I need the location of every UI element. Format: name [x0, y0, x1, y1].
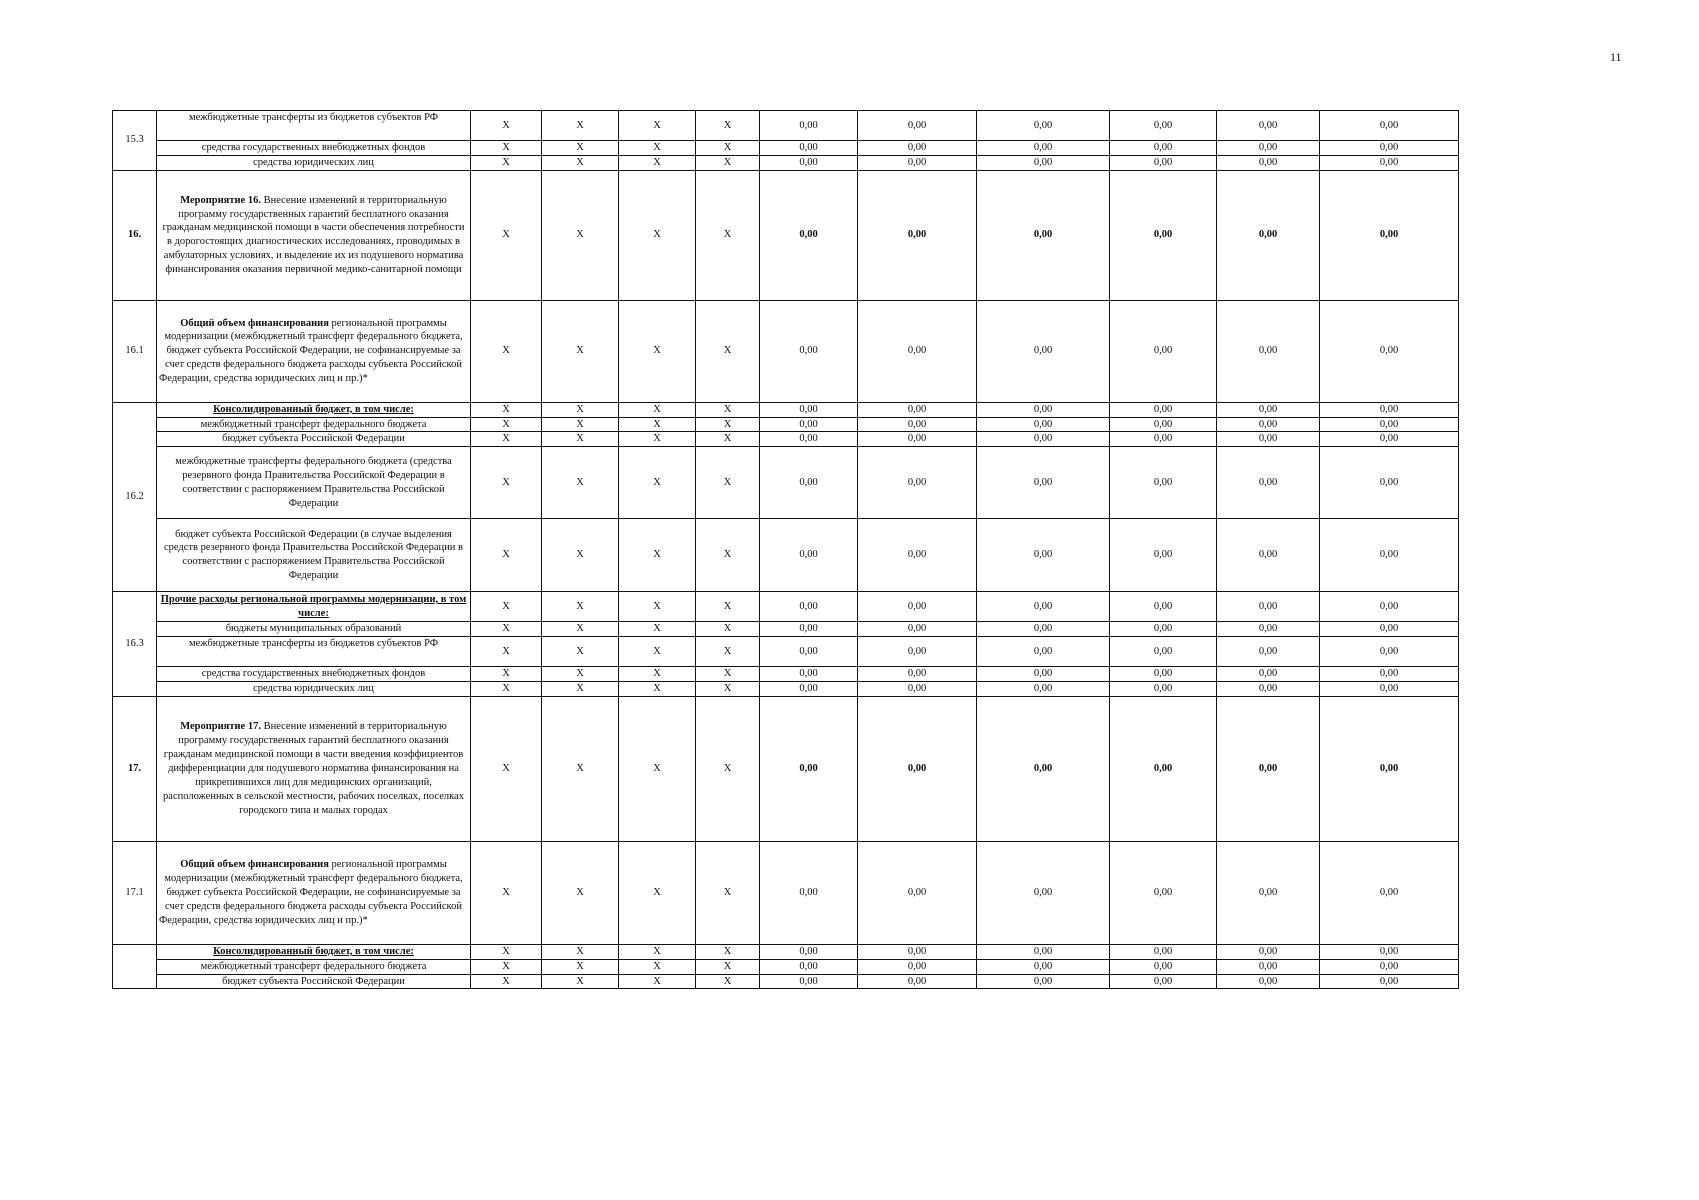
value-cell: 0,00: [858, 637, 977, 667]
table-row: [113, 974, 1459, 989]
value-cell: 0,00: [858, 447, 977, 519]
row-description: [157, 622, 471, 637]
value-cell: 0,00: [760, 447, 858, 519]
x-cell: X: [619, 417, 696, 432]
row-number: 16.3: [113, 592, 157, 697]
row-description: [157, 944, 471, 959]
row-description: [157, 959, 471, 974]
value-cell: 0,00: [1320, 141, 1459, 156]
table-row: [113, 682, 1459, 697]
value-cell: 0,00: [760, 974, 858, 989]
table-row: [113, 637, 1459, 667]
x-cell: X: [696, 155, 760, 170]
x-cell: X: [619, 155, 696, 170]
row-description-text: бюджет субъекта Российской Федерации (в случае выделения средств резервного фонда Правительства Российской Федерации в соответствии с распоряжением Правительства Российской Федерации: [164, 528, 463, 582]
value-cell: 0,00: [977, 959, 1110, 974]
x-cell: X: [471, 841, 542, 944]
x-cell: X: [542, 432, 619, 447]
table-row: [113, 622, 1459, 637]
x-cell: X: [471, 682, 542, 697]
value-cell: 0,00: [1110, 637, 1217, 667]
row-description-text: средства государственных внебюджетных фондов: [201, 668, 426, 680]
value-cell: 0,00: [760, 637, 858, 667]
value-cell: 0,00: [858, 696, 977, 841]
value-cell: 0,00: [1217, 300, 1320, 402]
row-number: 16.1: [113, 300, 157, 402]
x-cell: X: [696, 170, 760, 300]
x-cell: X: [471, 402, 542, 417]
x-cell: X: [696, 432, 760, 447]
row-description-text: межбюджетный трансферт федерального бюджета: [200, 418, 427, 430]
row-description-bold: Прочие расходы региональной программы модернизации, в том числе:: [160, 593, 467, 619]
x-cell: X: [542, 959, 619, 974]
value-cell: 0,00: [858, 141, 977, 156]
value-cell: 0,00: [1217, 155, 1320, 170]
value-cell: 0,00: [1110, 432, 1217, 447]
value-cell: 0,00: [760, 432, 858, 447]
value-cell: 0,00: [858, 111, 977, 141]
x-cell: X: [542, 111, 619, 141]
value-cell: 0,00: [1110, 447, 1217, 519]
value-cell: 0,00: [1110, 696, 1217, 841]
x-cell: X: [471, 944, 542, 959]
x-cell: X: [696, 592, 760, 622]
value-cell: 0,00: [858, 155, 977, 170]
x-cell: X: [471, 696, 542, 841]
value-cell: 0,00: [977, 974, 1110, 989]
x-cell: X: [619, 170, 696, 300]
x-cell: X: [696, 141, 760, 156]
row-description: [157, 667, 471, 682]
x-cell: X: [696, 696, 760, 841]
value-cell: 0,00: [760, 402, 858, 417]
table-row: [113, 592, 1459, 622]
value-cell: 0,00: [1110, 959, 1217, 974]
x-cell: X: [542, 300, 619, 402]
value-cell: 0,00: [1217, 111, 1320, 141]
value-cell: 0,00: [1320, 637, 1459, 667]
value-cell: 0,00: [1320, 682, 1459, 697]
value-cell: 0,00: [977, 637, 1110, 667]
row-description-text: Внесение изменений в территориальную программу государственных гарантий бесплатного оказания гражданам медицинской помощи в части введения коэффициентов дифференциации для подушевого норматива финансирования на прикрепившихся лиц для медицинских организаций, расположенных в сельской местности, рабочих поселках, поселках городского типа и малых городах: [163, 721, 464, 816]
value-cell: 0,00: [1217, 841, 1320, 944]
value-cell: 0,00: [977, 447, 1110, 519]
x-cell: X: [471, 637, 542, 667]
value-cell: 0,00: [760, 519, 858, 592]
x-cell: X: [471, 432, 542, 447]
x-cell: X: [619, 667, 696, 682]
x-cell: X: [619, 141, 696, 156]
x-cell: X: [696, 111, 760, 141]
row-description: [157, 841, 471, 944]
table-row: [113, 111, 1459, 141]
value-cell: 0,00: [1217, 141, 1320, 156]
table-row: [113, 417, 1459, 432]
value-cell: 0,00: [977, 622, 1110, 637]
x-cell: X: [696, 841, 760, 944]
row-description-bold: Мероприятие 17.: [180, 721, 261, 733]
x-cell: X: [542, 170, 619, 300]
x-cell: X: [542, 944, 619, 959]
row-description-text: средства юридических лиц: [253, 156, 374, 168]
value-cell: 0,00: [1110, 417, 1217, 432]
x-cell: X: [619, 622, 696, 637]
row-description: [157, 141, 471, 156]
value-cell: 0,00: [1110, 155, 1217, 170]
row-description-text: межбюджетные трансферты федерального бюджета (средства резервного фонда Правительства Российской Федерации в соответствии с распоряжением Правительства Российской Федерации: [175, 456, 452, 509]
row-description: [157, 111, 471, 141]
x-cell: X: [619, 402, 696, 417]
table-row: [113, 141, 1459, 156]
value-cell: 0,00: [977, 696, 1110, 841]
value-cell: 0,00: [1110, 402, 1217, 417]
x-cell: X: [619, 111, 696, 141]
row-description-text: региональной программы модернизации (межбюджетный трансферт федерального бюджета, бюджет субъекта Российской Федерации, не софинансируемые за счет средств федерального бюджета расходы субъекта Российской Федерации, средства юридических лиц и пр.)*: [159, 859, 463, 926]
value-cell: 0,00: [1110, 141, 1217, 156]
table-row: [113, 841, 1459, 944]
value-cell: 0,00: [858, 622, 977, 637]
value-cell: 0,00: [858, 170, 977, 300]
value-cell: 0,00: [977, 402, 1110, 417]
value-cell: 0,00: [1217, 667, 1320, 682]
row-description: [157, 300, 471, 402]
x-cell: X: [619, 300, 696, 402]
x-cell: X: [619, 841, 696, 944]
row-number: 16.: [113, 170, 157, 300]
value-cell: 0,00: [858, 300, 977, 402]
value-cell: 0,00: [1320, 432, 1459, 447]
value-cell: 0,00: [1320, 944, 1459, 959]
x-cell: X: [471, 667, 542, 682]
value-cell: 0,00: [760, 682, 858, 697]
value-cell: 0,00: [1217, 974, 1320, 989]
value-cell: 0,00: [858, 402, 977, 417]
x-cell: X: [542, 637, 619, 667]
value-cell: 0,00: [858, 974, 977, 989]
value-cell: 0,00: [1217, 592, 1320, 622]
x-cell: X: [619, 592, 696, 622]
value-cell: 0,00: [1217, 402, 1320, 417]
value-cell: 0,00: [760, 944, 858, 959]
value-cell: 0,00: [1320, 592, 1459, 622]
table-row: [113, 402, 1459, 417]
row-number: 17.: [113, 696, 157, 841]
x-cell: X: [542, 622, 619, 637]
value-cell: 0,00: [1320, 959, 1459, 974]
value-cell: 0,00: [977, 300, 1110, 402]
x-cell: X: [542, 519, 619, 592]
row-description-bold: Консолидированный бюджет, в том числе:: [213, 945, 414, 957]
value-cell: 0,00: [1320, 417, 1459, 432]
row-description: [157, 974, 471, 989]
value-cell: 0,00: [760, 667, 858, 682]
value-cell: 0,00: [1320, 111, 1459, 141]
x-cell: X: [471, 622, 542, 637]
value-cell: 0,00: [1320, 155, 1459, 170]
value-cell: 0,00: [977, 592, 1110, 622]
value-cell: 0,00: [1217, 432, 1320, 447]
x-cell: X: [542, 155, 619, 170]
row-description-text: бюджеты муниципальных образований: [225, 623, 402, 635]
x-cell: X: [696, 402, 760, 417]
value-cell: 0,00: [760, 592, 858, 622]
value-cell: 0,00: [858, 592, 977, 622]
value-cell: 0,00: [977, 417, 1110, 432]
row-description: [157, 170, 471, 300]
x-cell: X: [471, 519, 542, 592]
value-cell: 0,00: [858, 944, 977, 959]
x-cell: X: [696, 417, 760, 432]
value-cell: 0,00: [760, 417, 858, 432]
value-cell: 0,00: [1110, 300, 1217, 402]
x-cell: X: [619, 637, 696, 667]
value-cell: 0,00: [858, 682, 977, 697]
value-cell: 0,00: [760, 300, 858, 402]
value-cell: 0,00: [858, 432, 977, 447]
row-description: [157, 519, 471, 592]
value-cell: 0,00: [977, 111, 1110, 141]
value-cell: 0,00: [1217, 637, 1320, 667]
row-description-text: межбюджетный трансферт федерального бюджета: [200, 960, 427, 972]
value-cell: 0,00: [1217, 170, 1320, 300]
table-row: [113, 667, 1459, 682]
table-row: [113, 519, 1459, 592]
value-cell: 0,00: [977, 155, 1110, 170]
row-description: [157, 402, 471, 417]
x-cell: X: [696, 944, 760, 959]
value-cell: 0,00: [1320, 170, 1459, 300]
x-cell: X: [619, 944, 696, 959]
x-cell: X: [471, 447, 542, 519]
x-cell: X: [542, 667, 619, 682]
x-cell: X: [619, 432, 696, 447]
row-description: [157, 155, 471, 170]
x-cell: X: [471, 300, 542, 402]
value-cell: 0,00: [977, 141, 1110, 156]
x-cell: X: [696, 637, 760, 667]
x-cell: X: [542, 447, 619, 519]
value-cell: 0,00: [1217, 696, 1320, 841]
row-description-text: межбюджетные трансферты из бюджетов субъектов РФ: [188, 638, 439, 650]
value-cell: 0,00: [858, 417, 977, 432]
x-cell: X: [696, 300, 760, 402]
x-cell: X: [542, 696, 619, 841]
x-cell: X: [471, 974, 542, 989]
value-cell: 0,00: [977, 432, 1110, 447]
value-cell: 0,00: [1110, 170, 1217, 300]
row-description-bold: Общий объем финансирования: [180, 317, 329, 329]
row-description-text: межбюджетные трансферты из бюджетов субъектов РФ: [188, 112, 439, 123]
row-description-text: средства государственных внебюджетных фондов: [201, 142, 426, 153]
value-cell: 0,00: [1217, 447, 1320, 519]
row-number: [113, 944, 157, 989]
value-cell: 0,00: [1320, 300, 1459, 402]
row-number: 15.3: [113, 111, 157, 171]
value-cell: 0,00: [858, 959, 977, 974]
x-cell: X: [619, 696, 696, 841]
value-cell: 0,00: [760, 170, 858, 300]
table-row: [113, 432, 1459, 447]
x-cell: X: [619, 519, 696, 592]
x-cell: X: [542, 417, 619, 432]
row-description: [157, 682, 471, 697]
row-description-bold: Консолидированный бюджет, в том числе:: [213, 403, 414, 415]
table-row: [113, 959, 1459, 974]
row-number: 16.2: [113, 402, 157, 592]
value-cell: 0,00: [977, 682, 1110, 697]
table-row: [113, 170, 1459, 300]
value-cell: 0,00: [1320, 622, 1459, 637]
x-cell: X: [696, 682, 760, 697]
value-cell: 0,00: [1320, 841, 1459, 944]
value-cell: 0,00: [760, 111, 858, 141]
value-cell: 0,00: [1217, 622, 1320, 637]
x-cell: X: [542, 841, 619, 944]
row-description: [157, 432, 471, 447]
value-cell: 0,00: [1320, 402, 1459, 417]
x-cell: X: [471, 170, 542, 300]
row-description-bold: Общий объем финансирования: [180, 859, 329, 871]
value-cell: 0,00: [1110, 682, 1217, 697]
value-cell: 0,00: [1320, 447, 1459, 519]
x-cell: X: [471, 111, 542, 141]
x-cell: X: [696, 667, 760, 682]
value-cell: 0,00: [858, 519, 977, 592]
value-cell: 0,00: [977, 519, 1110, 592]
value-cell: 0,00: [1217, 944, 1320, 959]
x-cell: X: [542, 592, 619, 622]
page-number: 11: [1610, 50, 1622, 64]
x-cell: X: [619, 959, 696, 974]
value-cell: 0,00: [760, 155, 858, 170]
x-cell: X: [619, 447, 696, 519]
x-cell: X: [471, 155, 542, 170]
row-description-text: региональной программы модернизации (межбюджетный трансферт федерального бюджета, бюджет субъекта Российской Федерации, не софинансируемые за счет средств федерального бюджета расходы субъекта Российской Федерации, средства юридических лиц и пр.)*: [159, 317, 463, 384]
x-cell: X: [471, 141, 542, 156]
x-cell: X: [619, 682, 696, 697]
row-description-text: средства юридических лиц: [253, 683, 374, 695]
value-cell: 0,00: [977, 170, 1110, 300]
x-cell: X: [471, 959, 542, 974]
value-cell: 0,00: [1110, 111, 1217, 141]
value-cell: 0,00: [760, 141, 858, 156]
x-cell: X: [471, 592, 542, 622]
financing-table: [112, 110, 1459, 989]
value-cell: 0,00: [1110, 974, 1217, 989]
value-cell: 0,00: [977, 841, 1110, 944]
value-cell: 0,00: [760, 841, 858, 944]
value-cell: 0,00: [1217, 417, 1320, 432]
x-cell: X: [696, 519, 760, 592]
x-cell: X: [696, 974, 760, 989]
value-cell: 0,00: [977, 667, 1110, 682]
value-cell: 0,00: [1110, 944, 1217, 959]
value-cell: 0,00: [1110, 592, 1217, 622]
x-cell: X: [619, 974, 696, 989]
value-cell: 0,00: [1110, 667, 1217, 682]
table-row: [113, 944, 1459, 959]
value-cell: 0,00: [977, 944, 1110, 959]
row-description-text: бюджет субъекта Российской Федерации: [222, 433, 405, 445]
value-cell: 0,00: [1320, 519, 1459, 592]
value-cell: 0,00: [1320, 667, 1459, 682]
value-cell: 0,00: [858, 667, 977, 682]
table-row: [113, 155, 1459, 170]
row-description: [157, 447, 471, 519]
x-cell: X: [542, 974, 619, 989]
row-description: [157, 417, 471, 432]
x-cell: X: [696, 447, 760, 519]
value-cell: 0,00: [1110, 519, 1217, 592]
value-cell: 0,00: [760, 959, 858, 974]
x-cell: X: [696, 622, 760, 637]
value-cell: 0,00: [1320, 974, 1459, 989]
row-description-bold: Мероприятие 16.: [180, 194, 261, 206]
row-description-text: Внесение изменений в территориальную программу государственных гарантий бесплатного оказания гражданам медицинской помощи в части обеспечения потребности в дорогостоящих диагностических исследованиях, проводимых в амбулаторных условиях, и выделение их из подушевого норматива финансирования оказания первичной медико-санитарной помощи: [162, 194, 465, 275]
value-cell: 0,00: [760, 622, 858, 637]
value-cell: 0,00: [858, 841, 977, 944]
value-cell: 0,00: [1217, 519, 1320, 592]
x-cell: X: [542, 682, 619, 697]
value-cell: 0,00: [1217, 682, 1320, 697]
value-cell: 0,00: [760, 696, 858, 841]
x-cell: X: [471, 417, 542, 432]
row-number: 17.1: [113, 841, 157, 944]
value-cell: 0,00: [1110, 622, 1217, 637]
row-description: [157, 592, 471, 622]
x-cell: X: [542, 402, 619, 417]
value-cell: 0,00: [1217, 959, 1320, 974]
table-row: [113, 300, 1459, 402]
value-cell: 0,00: [1110, 841, 1217, 944]
table-row: [113, 696, 1459, 841]
row-description: [157, 696, 471, 841]
x-cell: X: [542, 141, 619, 156]
row-description: [157, 637, 471, 667]
value-cell: 0,00: [1320, 696, 1459, 841]
row-description-text: бюджет субъекта Российской Федерации: [222, 975, 405, 987]
table-row: [113, 447, 1459, 519]
x-cell: X: [696, 959, 760, 974]
